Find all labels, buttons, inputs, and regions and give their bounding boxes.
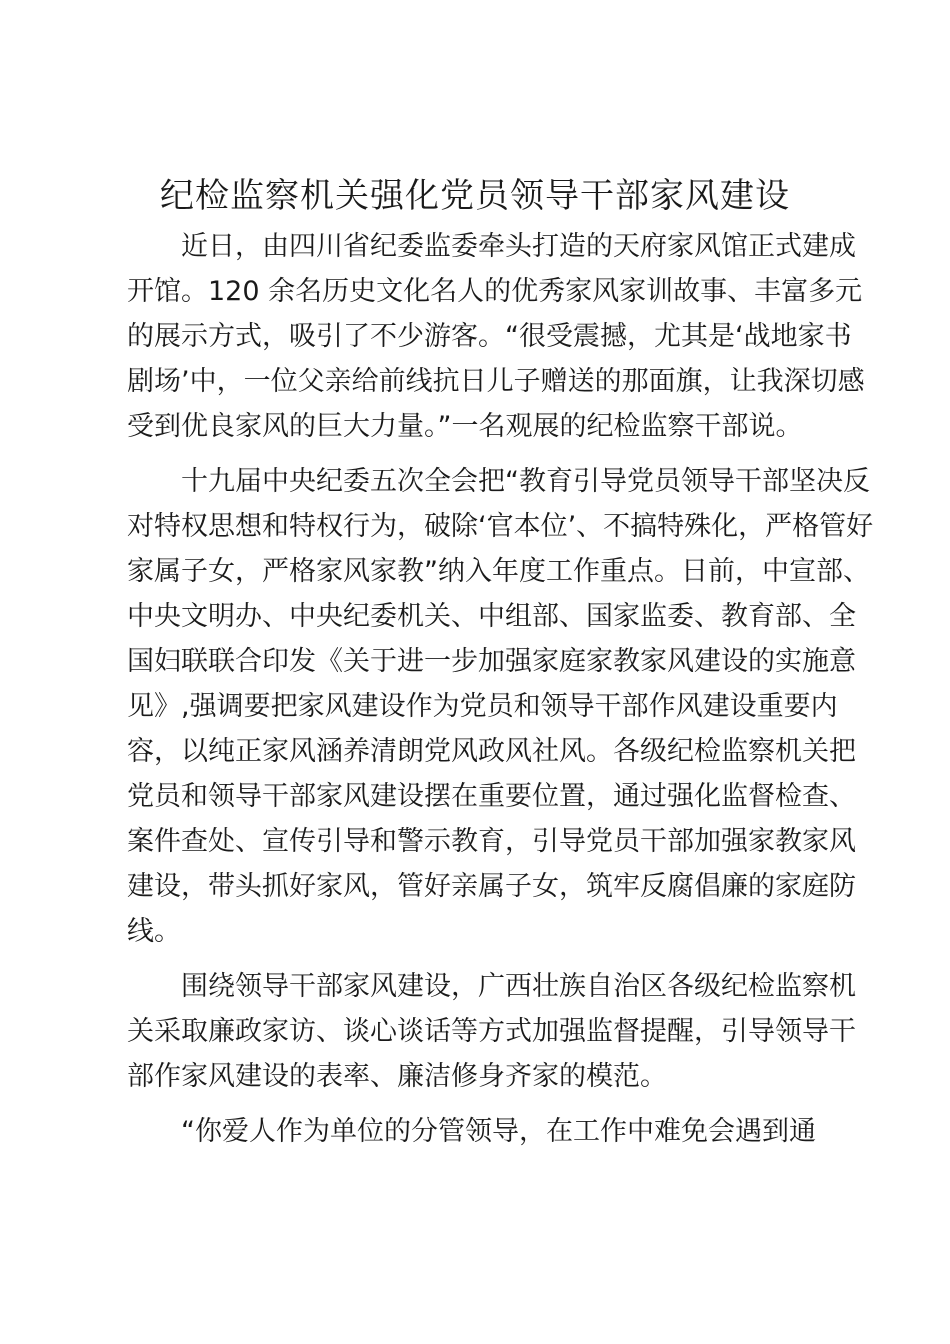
text-line: 线。: [127, 916, 181, 947]
text-line: 的展示方式，吸引了不少游客。“很受震撼，尤其是‘战地家书: [127, 321, 852, 352]
text-line: 家属子女，严格家风家教”纳入年度工作重点。日前，中宣部、: [127, 556, 870, 587]
text-line: 部作家风建设的表率、廉洁修身齐家的模范。: [127, 1061, 667, 1092]
text-line: 近日，由四川省纪委监委牵头打造的天府家风馆正式建成: [181, 231, 856, 262]
text-line: 剧场’中，一位父亲给前线抗日儿子赠送的那面旗，让我深切感: [127, 366, 865, 397]
paragraph-1: [127, 224, 865, 449]
document-body: [127, 224, 874, 1164]
paragraph-4: [127, 1109, 837, 1154]
text-line: “你爱人作为单位的分管领导，在工作中难免会遇到通: [181, 1116, 816, 1147]
text-line: 关采取廉政家访、谈心谈话等方式加强监督提醒，引导领导干: [127, 1016, 856, 1047]
text-line: 建设，带头抓好家风，管好亲属子女，筑牢反腐倡廉的家庭防: [127, 871, 856, 902]
text-line: 受到优良家风的巨大力量。”一名观展的纪检监察干部说。: [127, 411, 803, 442]
text-line: 对特权思想和特权行为，破除‘官本位’、不搞特殊化，严格管好: [127, 511, 874, 542]
paragraph-3: [127, 964, 856, 1099]
text-line: 见》,强调要把家风建设作为党员和领导干部作风建设重要内: [127, 691, 838, 722]
text-line: 容，以纯正家风涵养清朗党风政风社风。各级纪检监察机关把: [127, 736, 856, 767]
text-line: 开馆。120 余名历史文化名人的优秀家风家训故事、丰富多元: [127, 276, 863, 307]
text-line: 中央文明办、中央纪委机关、中组部、国家监委、教育部、全: [127, 601, 856, 632]
text-line: 国妇联联合印发《关于进一步加强家庭家教家风建设的实施意: [127, 646, 856, 677]
document-title: 纪检监察机关强化党员领导干部家风建设: [160, 176, 790, 216]
text-line: 党员和领导干部家风建设摆在重要位置，通过强化监督检查、: [127, 781, 856, 812]
paragraph-2: [127, 459, 874, 954]
text-line: 案件查处、宣传引导和警示教育，引导党员干部加强家教家风: [127, 826, 856, 857]
text-line: 围绕领导干部家风建设，广西壮族自治区各级纪检监察机: [181, 971, 856, 1002]
text-line: 十九届中央纪委五次全会把“教育引导党员领导干部坚决反: [181, 466, 870, 497]
